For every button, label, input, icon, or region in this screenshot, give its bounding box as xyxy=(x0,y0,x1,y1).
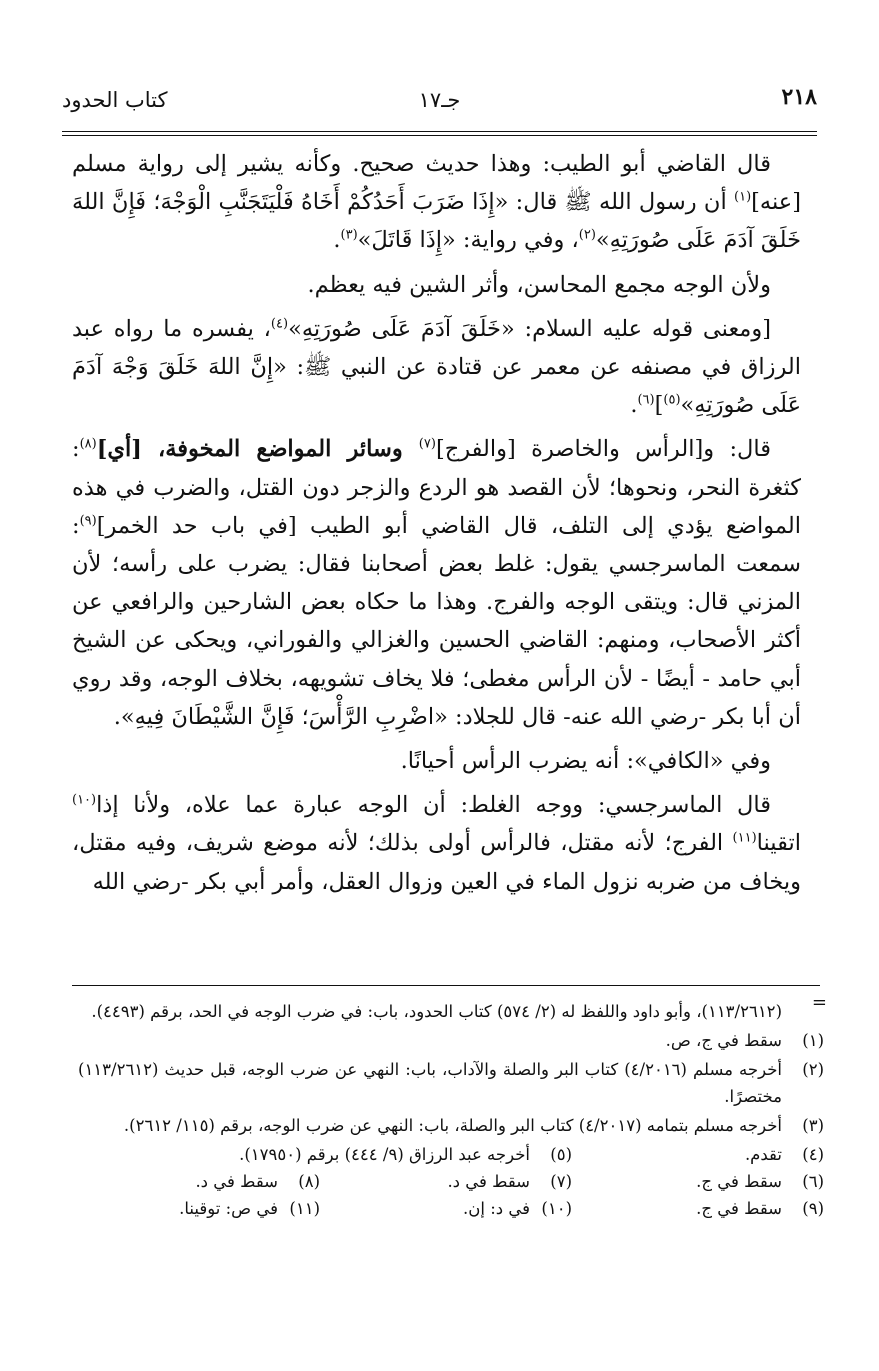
text-run: ] xyxy=(654,392,664,419)
footnote-item xyxy=(78,1195,320,1222)
footnote-text: أخرجه مسلم (٤/٢٠١٦) كتاب البر والصلة والآداب، باب: النهي عن ضرب الوجه، قبل حديث (١١٣/٢٦١٢) مختصرًا. xyxy=(78,1060,782,1106)
footnote-number: (١) xyxy=(802,1031,824,1050)
running-header xyxy=(62,84,817,124)
footnote-number: (٤) xyxy=(802,1145,824,1164)
footnote-number: (١٠) xyxy=(541,1199,572,1218)
paragraph-2: ولأن الوجه مجمع المحاسن، وأثر الشين فيه يعظم. xyxy=(307,271,771,298)
footnote-item xyxy=(78,1056,824,1110)
text-run: [ومعنى قوله عليه السلام: «خَلَقَ آدَمَ عَلَى صُورَتِهِ» xyxy=(288,315,771,342)
paragraph-4 xyxy=(72,430,801,736)
text-run: : كثغرة النحر، ونحوها؛ لأن القصد هو الردع والزجر دون القتل، والضرب في هذه المواضع يؤدي إلى التلف، قال القاضي أبو الطيب [في باب حد الخمر] xyxy=(72,436,801,539)
text-run: . xyxy=(333,227,341,254)
footnote-number: (١١) xyxy=(289,1199,320,1218)
text-run: اتقينا xyxy=(756,830,801,857)
footnote-continuation xyxy=(78,998,824,1025)
paragraph-5: وفي «الكافي»: أنه يضرب الرأس أحيانًا. xyxy=(400,748,771,775)
footnote-number: (٢) xyxy=(802,1060,824,1079)
text-run: قال: و[الرأس والخاصرة [والفرج] xyxy=(435,436,771,463)
footnote-text: سقط في ج. xyxy=(696,1199,782,1218)
footnote-item xyxy=(330,1195,572,1222)
volume-label: جـ١٧ xyxy=(418,88,461,112)
footnote-text: أخرجه مسلم بتمامه (٤/٢٠١٧) كتاب البر والصلة، باب: النهي عن ضرب الوجه، برقم (١١٥/ ٢٦١٢). xyxy=(123,1116,782,1135)
footnote-text: سقط في ج، ص. xyxy=(665,1031,782,1050)
footnote-ref: (٩) xyxy=(79,513,97,529)
footnote-number: (٣) xyxy=(802,1116,824,1135)
footnote-ref: (٥) xyxy=(663,392,681,408)
footnote-grid xyxy=(78,1141,824,1222)
main-text xyxy=(72,145,801,907)
footnote-ref: (١) xyxy=(734,189,752,205)
footnote-text: أخرجه عبد الرزاق (٩/ ٤٤٤) برقم (١٧٩٥٠). xyxy=(239,1145,530,1164)
footnote-text: في ص: توقينا. xyxy=(179,1199,278,1218)
footnote-continuation-mark: = xyxy=(811,992,827,1013)
text-run: قال القاضي أبو الطيب: وهذا حديث صحيح. وكأنه يشير إلى رواية مسلم [عنه] xyxy=(72,151,801,216)
header-rule xyxy=(62,131,817,136)
footnote-item xyxy=(78,1027,824,1054)
footnote-text: سقط في د. xyxy=(195,1172,278,1191)
footnote-number: (٦) xyxy=(802,1172,824,1191)
footnote-item xyxy=(78,1168,320,1195)
footnote-separator xyxy=(72,985,820,986)
footnotes xyxy=(78,998,824,1222)
paragraph-6 xyxy=(72,786,801,901)
footnote-text: (١١٣/٢٦١٢)، وأبو داود واللفظ له (٢/ ٥٧٤) كتاب الحدود، باب: في ضرب الوجه في الحد، برقم (٤٤٩٣). xyxy=(91,1002,782,1021)
footnote-number: (٩) xyxy=(802,1199,824,1218)
footnote-number: (٧) xyxy=(550,1172,572,1191)
footnote-ref: (٧) xyxy=(418,436,436,452)
footnote-item xyxy=(582,1195,824,1222)
paragraph-3 xyxy=(72,310,801,425)
footnote-number: (٨) xyxy=(298,1172,320,1191)
book-title: كتاب الحدود xyxy=(62,88,168,112)
footnote-text: سقط في د. xyxy=(447,1172,530,1191)
footnote-item xyxy=(582,1168,824,1195)
footnote-item xyxy=(78,1141,572,1168)
footnote-ref: (١١) xyxy=(732,830,757,846)
text-run: الفرج؛ لأنه مقتل، فالرأس أولى بذلك؛ لأنه موضع شريف، وفيه مقتل، ويخاف من ضربه نزول الماء في العين وزوال العقل، وأمر أبي بكر -رضي الله xyxy=(72,830,801,895)
footnote-ref: (٢) xyxy=(578,227,596,243)
page-number: ٢١٨ xyxy=(781,84,817,110)
paragraph-1 xyxy=(72,145,801,260)
footnote-item xyxy=(78,1112,824,1139)
footnote-ref: (٤) xyxy=(270,316,289,332)
text-run: قال الماسرجسي: ووجه الغلط: أن الوجه عبارة عما علاه، ولأنا إذا xyxy=(96,792,771,819)
text-run: ، وفي رواية: «إِذَا قَاتَلَ» xyxy=(357,227,579,254)
footnote-text: سقط في ج. xyxy=(696,1172,782,1191)
text-run: : سمعت الماسرجسي يقول: غلط بعض أصحابنا فقال: يضرب على رأسه؛ لأن المزني قال: ويتقى الوجه والفرج. وهذا ما حكاه بعض الشارحين والرافعي عن أكثر الأصحاب، ومنهم: القاضي الحسين والغزالي والفوراني، ويحكى عن الشيخ أبي حامد - أيضًا - لأن الرأس مغطى؛ فلا يخاف تشويهه، بخلاف الوجه، وقد روي أن أبا بكر -رضي الله عنه- قال للجلاد: «اضْرِبِ الرَّأْسَ؛ فَإِنَّ الشَّيْطَانَ فِيهِ». xyxy=(72,512,801,730)
footnote-ref: (٣) xyxy=(340,227,358,243)
footnote-ref: (٨) xyxy=(79,436,97,452)
text-run: أن رسول الله ﷺ قال: «إِذَا ضَرَبَ أَحَدُكُمْ أَخَاهُ فَلْيَتَجَنَّبِ الْوَجْهَ؛ فَإِنَّ اللهَ خَلَقَ آدَمَ عَلَى صُورَتِهِ» xyxy=(72,189,801,254)
footnote-number: (٥) xyxy=(550,1145,572,1164)
footnote-ref: (١٠) xyxy=(72,792,97,808)
text-run: . xyxy=(630,392,638,419)
footnote-text: تقدم. xyxy=(744,1145,782,1164)
footnote-ref: (٦) xyxy=(637,392,655,408)
text-run-bold: وسائر المواضع المخوفة، [أي] xyxy=(96,436,419,463)
text-run: ، يفسره ما رواه عبد الرزاق في مصنفه عن معمر عن قتادة عن النبي ﷺ: «إِنَّ اللهَ خَلَقَ وَجْهَ آدَمَ عَلَى صُورَتِهِ» xyxy=(72,315,801,419)
footnote-item xyxy=(582,1141,824,1168)
footnote-item xyxy=(330,1168,572,1195)
footnote-text: في د: إن. xyxy=(463,1199,530,1218)
